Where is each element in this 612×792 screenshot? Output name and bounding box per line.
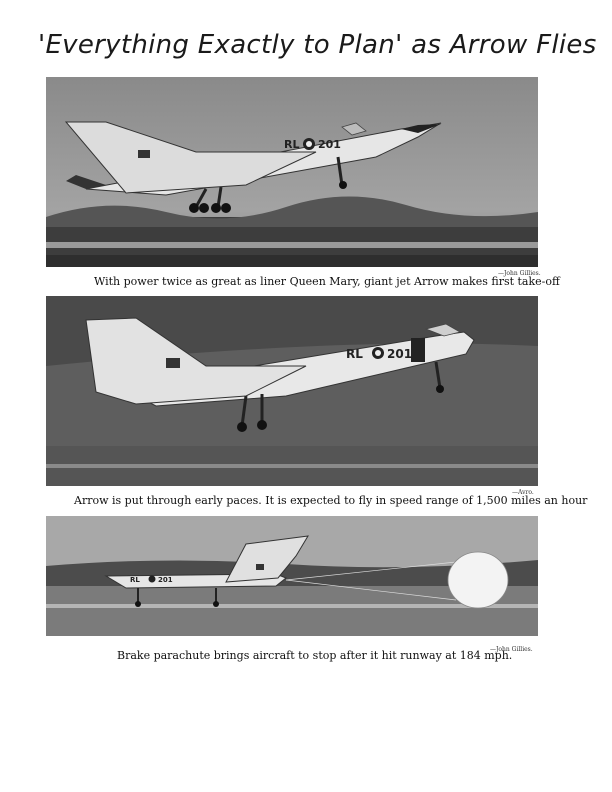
tail-prefix: RL bbox=[130, 576, 140, 584]
tail-prefix: RL bbox=[346, 347, 363, 361]
tail-number: 201 bbox=[318, 138, 341, 151]
arrow-takeoff-photo-icon bbox=[46, 77, 538, 267]
photo-credit: —John Gillies. bbox=[498, 270, 541, 277]
photo-caption: Arrow is put through early paces. It is expected to fly in speed range of 1,500 miles an hour bbox=[74, 494, 588, 507]
photo-caption: With power twice as great as liner Queen Mary, giant jet Arrow makes first take-off bbox=[94, 275, 560, 288]
tail-prefix: RL bbox=[284, 138, 300, 151]
tail-number: 201 bbox=[387, 347, 413, 361]
photo-caption: Brake parachute brings aircraft to stop after it hit runway at 184 mph. bbox=[117, 649, 513, 662]
tail-number: 201 bbox=[158, 576, 173, 584]
photo-takeoff bbox=[46, 77, 538, 267]
photo-credit: —Avro. bbox=[512, 489, 534, 496]
photo-taxi bbox=[46, 296, 538, 486]
arrow-parachute-photo-icon bbox=[46, 516, 538, 636]
arrow-taxi-photo-icon bbox=[46, 296, 538, 486]
photo-credit: —John Gillies. bbox=[490, 646, 533, 653]
photo-parachute bbox=[46, 516, 538, 636]
headline: 'Everything Exactly to Plan' as Arrow Flies bbox=[38, 30, 597, 60]
